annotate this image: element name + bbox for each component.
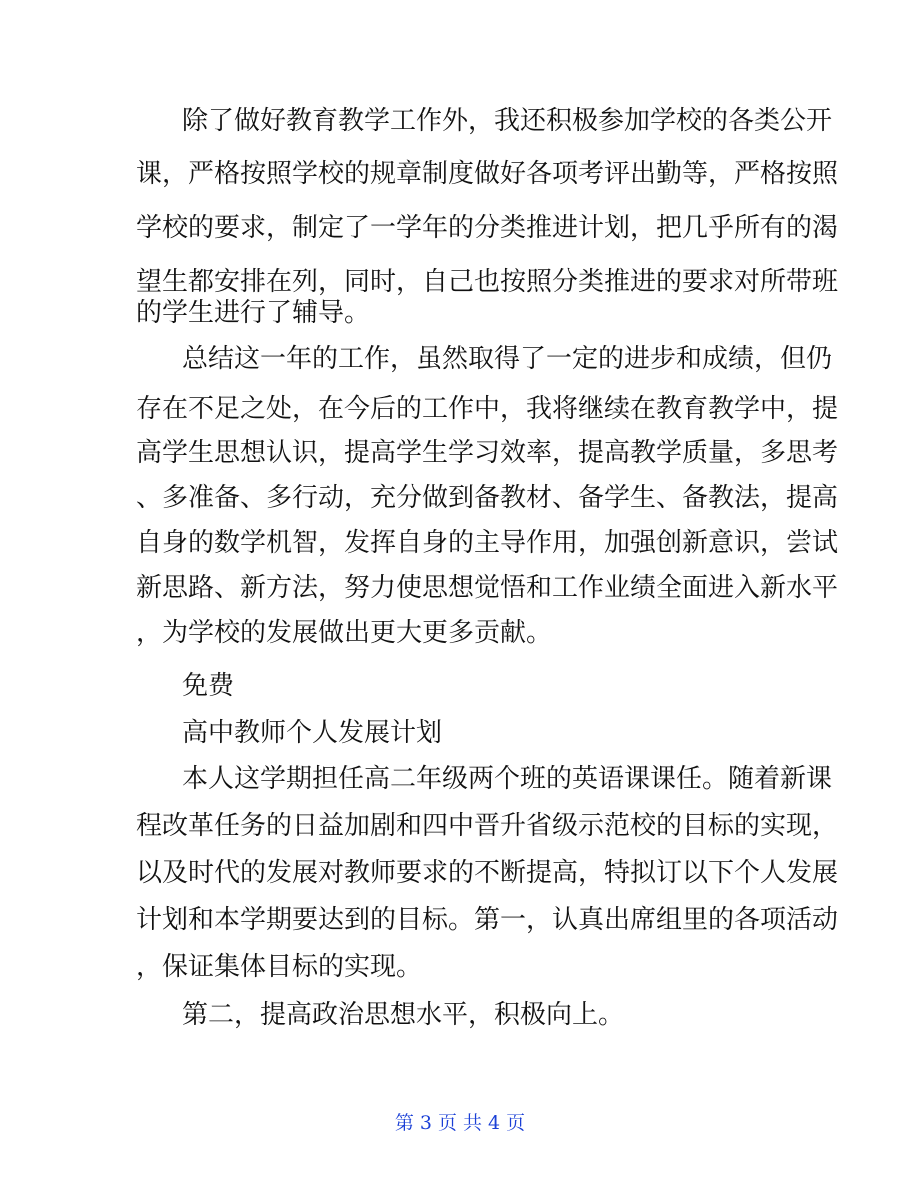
- free-label: 免费: [182, 671, 235, 701]
- body-line: 第二，提高政治思想水平，积极向上。: [182, 1000, 625, 1030]
- body-line: 程改革任务的日益加剧和四中晋升省级示范校的目标的实现，: [136, 811, 839, 841]
- body-line: 以及时代的发展对教师要求的不断提高，特拟订以下个人发展: [136, 858, 839, 888]
- body-line: 存在不足之处，在今后的工作中，我将继续在教育教学中，提: [136, 394, 839, 424]
- body-line: 自身的数学机智，发挥自身的主导作用，加强创新意识，尝试: [136, 528, 839, 558]
- body-line: 高学生思想认识，提高学生学习效率，提高教学质量，多思考: [136, 438, 839, 468]
- body-line: ，为学校的发展做出更大更多贡献。: [136, 618, 553, 648]
- body-line: 本人这学期担任高二年级两个班的英语课课任。随着新课: [182, 764, 833, 794]
- body-line: 、多准备、多行动，充分做到备教材、备学生、备教法，提高: [136, 483, 839, 513]
- body-line: 学校的要求，制定了一学年的分类推进计划，把几乎所有的渴: [136, 213, 839, 243]
- body-line: 总结这一年的工作，虽然取得了一定的进步和成绩，但仍: [182, 344, 833, 374]
- body-line: 新思路、新方法，努力使思想觉悟和工作业绩全面进入新水平: [136, 573, 839, 603]
- body-line: 望生都安排在列，同时，自己也按照分类推进的要求对所带班: [136, 267, 839, 297]
- body-line: 计划和本学期要达到的目标。第一，认真出席组里的各项活动: [136, 905, 839, 935]
- page-indicator: 第 3 页 共 4 页: [394, 1112, 526, 1134]
- section-heading: 高中教师个人发展计划: [182, 718, 443, 748]
- body-line: 除了做好教育教学工作外，我还积极参加学校的各类公开: [182, 106, 833, 136]
- body-line: ，保证集体目标的实现。: [136, 952, 423, 982]
- body-line: 课，严格按照学校的规章制度做好各项考评出勤等，严格按照: [136, 159, 839, 189]
- body-line: 的学生进行了辅导。: [136, 298, 371, 328]
